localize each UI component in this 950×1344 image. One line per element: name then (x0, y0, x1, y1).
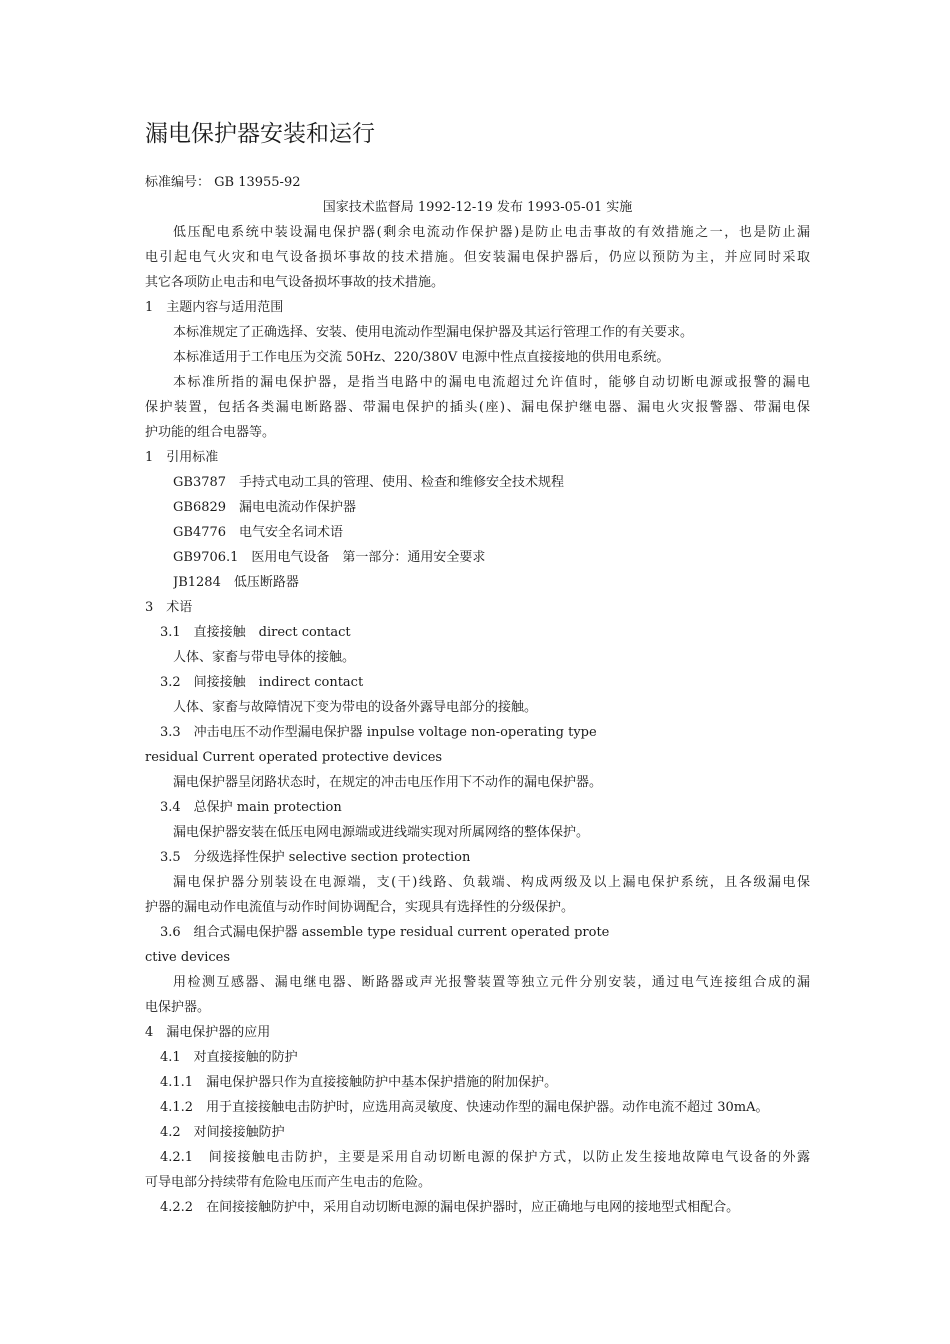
issue-info: 国家技术监督局 1992-12-19 发布 1993-05-01 实施 (322, 200, 633, 215)
paragraph-line: 电引起电气火灾和电气设备损坏事故的技术措施。但安装漏电保护器后，仍应以预防为主，并应同时采取 (145, 250, 810, 265)
paragraph-line: 护器的漏电动作电流值与动作时间协调配合，实现具有选择性的分级保护。 (145, 900, 575, 915)
clause-line: 4.1.2 用于直接接触电击防护时，应选用高灵敏度、快速动作型的漏电保护器。动作电流不超过 30mA。 (160, 1100, 769, 1115)
reference-item: GB6829 漏电电流动作保护器 (173, 500, 357, 515)
subsection-heading: 4.1 对直接接触的防护 (160, 1050, 298, 1065)
subsection-heading-cont: residual Current operated protective devices (145, 750, 443, 765)
paragraph-line: 漏电保护器分别装设在电源端，支(干)线路、负载端、构成两级及以上漏电保护系统，且各级漏电保 (173, 875, 810, 890)
section-heading: 1 主题内容与适用范围 (145, 300, 284, 315)
paragraph-line: 人体、家畜与带电导体的接触。 (173, 650, 356, 665)
paragraph-line: 用检测互感器、漏电继电器、断路器或声光报警装置等独立元件分别安装，通过电气连接组合成的漏 (173, 975, 810, 990)
clause-line: 4.2.2 在间接接触防护中，采用自动切断电源的漏电保护器时，应正确地与电网的接地型式相配合。 (160, 1200, 740, 1215)
clause-line: 4.1.1 漏电保护器只作为直接接触防护中基本保护措施的附加保护。 (160, 1075, 558, 1090)
subsection-heading: 3.1 直接接触 direct contact (160, 625, 351, 640)
paragraph-line: 低压配电系统中装设漏电保护器(剩余电流动作保护器)是防止电击事故的有效措施之一，也是防止漏 (173, 225, 810, 240)
reference-item: JB1284 低压断路器 (173, 575, 299, 590)
paragraph-line: 本标准所指的漏电保护器，是指当电路中的漏电电流超过允许值时，能够自动切断电源或报警的漏电 (173, 375, 810, 390)
reference-item: GB3787 手持式电动工具的管理、使用、检查和维修安全技术规程 (173, 475, 565, 490)
document-title: 漏电保护器安装和运行 (145, 121, 375, 147)
paragraph-line: 漏电保护器安装在低压电网电源端或进线端实现对所属网络的整体保护。 (173, 825, 590, 840)
subsection-heading: 3.4 总保护 main protection (160, 800, 342, 815)
subsection-heading-cont: ctive devices (145, 950, 230, 965)
subsection-heading: 3.5 分级选择性保护 selective section protection (160, 850, 471, 865)
reference-item: GB9706.1 医用电气设备 第一部分：通用安全要求 (173, 550, 486, 565)
reference-item: GB4776 电气安全名词术语 (173, 525, 344, 540)
paragraph-line: 保护装置，包括各类漏电断路器、带漏电保护的插头(座)、漏电保护继电器、漏电火灾报警器、带漏电保 (145, 400, 810, 415)
paragraph-line: 本标准规定了正确选择、安装、使用电流动作型漏电保护器及其运行管理工作的有关要求。 (173, 325, 694, 340)
paragraph-line: 可导电部分持续带有危险电压而产生电击的危险。 (145, 1175, 432, 1190)
section-heading: 3 术语 (145, 600, 193, 615)
paragraph-line: 其它各项防止电击和电气设备损坏事故的技术措施。 (145, 275, 445, 290)
subsection-heading: 4.2 对间接接触防护 (160, 1125, 285, 1140)
subsection-heading: 3.6 组合式漏电保护器 assemble type residual current operated prote (160, 925, 610, 940)
section-heading: 4 漏电保护器的应用 (145, 1025, 271, 1040)
subsection-heading: 3.2 间接接触 indirect contact (160, 675, 364, 690)
clause-line: 4.2.1 间接接触电击防护，主要是采用自动切断电源的保护方式，以防止发生接地故障电气设备的外露 (160, 1150, 810, 1165)
paragraph-line: 护功能的组合电器等。 (145, 425, 276, 440)
paragraph-line: 电保护器。 (145, 1000, 211, 1015)
paragraph-line: 人体、家畜与故障情况下变为带电的设备外露导电部分的接触。 (173, 700, 538, 715)
paragraph-line: 漏电保护器呈闭路状态时，在规定的冲击电压作用下不动作的漏电保护器。 (173, 775, 603, 790)
section-heading: 1 引用标准 (145, 450, 219, 465)
paragraph-line: 本标准适用于工作电压为交流 50Hz、220/380V 电源中性点直接接地的供用电系统。 (173, 350, 670, 365)
subsection-heading: 3.3 冲击电压不动作型漏电保护器 inpulse voltage non-operating type (160, 725, 597, 740)
standard-number: 标准编号： GB 13955-92 (145, 175, 301, 190)
